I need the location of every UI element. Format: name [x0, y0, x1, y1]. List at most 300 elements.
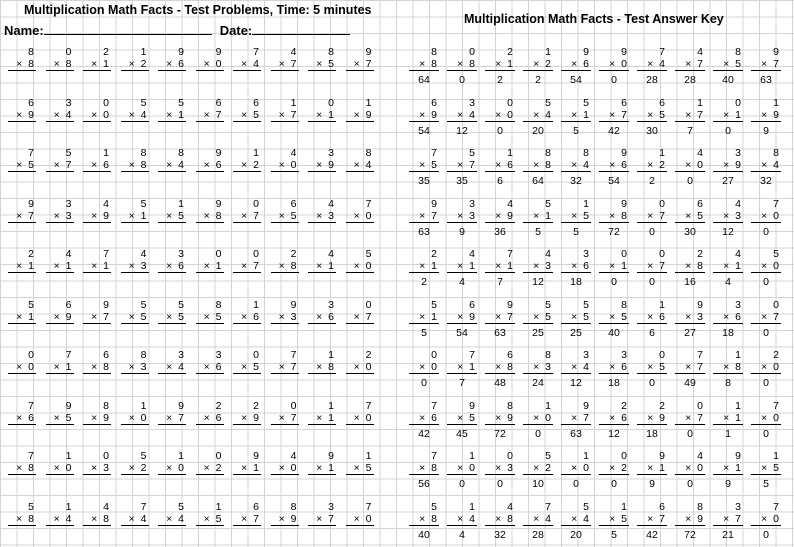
- multiplier-line: [675, 58, 705, 71]
- test-problem: [308, 450, 336, 475]
- multiplicand: 4: [735, 248, 741, 260]
- multiplier-line: [271, 159, 299, 172]
- multiplier: 6: [215, 159, 222, 171]
- multiplier-line: [713, 159, 743, 172]
- answer-key-problem: [637, 450, 667, 490]
- multiplier-line: [46, 311, 74, 324]
- multiplier: 0: [469, 462, 475, 474]
- multiplier-line: [158, 210, 186, 223]
- times-sign: ×: [723, 209, 733, 222]
- multiplier: 5: [659, 361, 665, 373]
- times-sign: ×: [203, 209, 213, 222]
- test-problem: [233, 349, 261, 374]
- multiplier-line: [675, 311, 705, 324]
- multiplier: 8: [28, 512, 34, 525]
- multiplier: 1: [140, 209, 147, 222]
- multiplier: 9: [253, 411, 259, 424]
- multiplicand: 1: [140, 46, 147, 58]
- multiplicand: 6: [65, 298, 72, 311]
- multiplicand: 1: [178, 197, 184, 210]
- test-problem: [46, 147, 74, 172]
- test-problem: [196, 299, 224, 324]
- multiplicand: 9: [178, 399, 184, 412]
- test-problem: [233, 450, 261, 475]
- multiplier-line: [83, 311, 111, 324]
- product-answer: 0: [687, 427, 693, 440]
- multiplier: 6: [431, 411, 437, 424]
- multiplier-line: [485, 58, 515, 71]
- times-sign: ×: [316, 260, 326, 272]
- answer-key-problem: [599, 198, 629, 238]
- product-answer: 4: [459, 276, 465, 288]
- answer-key-problem: [637, 349, 667, 389]
- multiplier: 3: [545, 260, 551, 272]
- multiplicand: 5: [140, 96, 147, 109]
- multiplier: 9: [469, 310, 475, 323]
- answer-key-problem: [675, 198, 705, 238]
- times-sign: ×: [685, 512, 695, 525]
- multiplicand: 9: [583, 399, 589, 412]
- multiplicand: 1: [253, 298, 259, 311]
- times-sign: ×: [16, 310, 26, 323]
- times-sign: ×: [91, 462, 101, 474]
- times-sign: ×: [533, 310, 543, 323]
- product-answer: 10: [532, 478, 544, 490]
- multiplier: 5: [140, 310, 147, 323]
- multiplier-line: [675, 513, 705, 526]
- times-sign: ×: [761, 462, 771, 474]
- product-answer: 7: [497, 276, 503, 288]
- multiplier: 6: [507, 159, 513, 171]
- multiplier: 8: [621, 209, 627, 222]
- multiplier: 7: [290, 361, 297, 373]
- multiplier: 7: [659, 209, 665, 222]
- answer-key-problem: [751, 46, 781, 86]
- answer-key-problem: [599, 299, 629, 339]
- times-sign: ×: [166, 58, 176, 70]
- multiplier-line: [599, 109, 629, 122]
- multiplier: 7: [178, 411, 184, 424]
- multiplier: 7: [469, 159, 475, 171]
- test-problem: [8, 450, 36, 475]
- times-sign: ×: [203, 462, 213, 474]
- multiplier: 5: [65, 411, 72, 424]
- multiplier-line: [8, 260, 36, 273]
- times-sign: ×: [16, 108, 26, 121]
- multiplicand: 0: [659, 248, 665, 260]
- times-sign: ×: [353, 411, 363, 424]
- multiplicand: 5: [469, 147, 475, 159]
- multiplier-line: [233, 58, 261, 71]
- multiplier: 1: [735, 462, 741, 474]
- product-answer: 5: [573, 124, 579, 137]
- times-sign: ×: [353, 108, 363, 121]
- times-sign: ×: [457, 108, 467, 121]
- test-problem: [46, 299, 74, 324]
- multiplicand: 0: [365, 298, 372, 311]
- multiplier: 5: [545, 310, 551, 323]
- multiplier-line: [637, 311, 667, 324]
- multiplicand: 7: [431, 147, 437, 159]
- answer-key-problem: [713, 46, 743, 86]
- answer-key-problem: [561, 299, 591, 339]
- multiplicand: 0: [659, 197, 665, 210]
- multiplicand: 1: [621, 500, 627, 513]
- multiplicand: 6: [253, 500, 259, 513]
- times-sign: ×: [278, 462, 288, 474]
- product-answer: 54: [418, 124, 430, 137]
- test-problem: [46, 501, 74, 526]
- product-answer: 0: [649, 276, 655, 288]
- multiplier-line: [447, 513, 477, 526]
- multiplier-line: [308, 462, 336, 475]
- multiplier: 4: [365, 159, 372, 171]
- times-sign: ×: [203, 108, 213, 121]
- multiplier: 5: [253, 361, 259, 373]
- multiplier-line: [561, 109, 591, 122]
- times-sign: ×: [278, 58, 288, 70]
- times-sign: ×: [609, 462, 619, 474]
- test-problem: [83, 46, 111, 71]
- multiplier-line: [523, 412, 553, 425]
- times-sign: ×: [16, 58, 26, 70]
- times-sign: ×: [685, 310, 695, 323]
- times-sign: ×: [457, 58, 467, 70]
- multiplicand: 7: [65, 349, 72, 361]
- times-sign: ×: [723, 310, 733, 323]
- times-sign: ×: [353, 209, 363, 222]
- multiplicand: 9: [621, 46, 627, 58]
- product-answer: 0: [611, 74, 617, 86]
- multiplicand: 3: [735, 500, 741, 513]
- multiplier-line: [196, 159, 224, 172]
- multiplier-line: [121, 513, 149, 526]
- times-sign: ×: [16, 411, 26, 424]
- times-sign: ×: [16, 159, 26, 171]
- test-problem: [46, 198, 74, 223]
- answer-key-problem: [675, 450, 705, 490]
- product-answer: 0: [687, 175, 693, 187]
- product-answer: 12: [532, 276, 544, 288]
- product-answer: 42: [646, 528, 658, 541]
- multiplicand: 2: [365, 349, 372, 361]
- multiplier-line: [196, 311, 224, 324]
- multiplier: 0: [773, 361, 779, 373]
- multiplier-line: [46, 210, 74, 223]
- multiplier-line: [46, 513, 74, 526]
- times-sign: ×: [53, 411, 63, 424]
- multiplier: 2: [140, 58, 147, 70]
- multiplicand: 2: [773, 349, 779, 361]
- answer-key-problem: [561, 248, 591, 288]
- times-sign: ×: [609, 159, 619, 171]
- multiplicand: 5: [140, 298, 147, 311]
- multiplier: 5: [583, 209, 589, 222]
- times-sign: ×: [419, 209, 429, 222]
- answer-key-problem: [637, 400, 667, 440]
- test-problem: [121, 299, 149, 324]
- multiplier-line: [233, 462, 261, 475]
- answer-key-problem: [599, 248, 629, 288]
- multiplicand: 8: [431, 46, 437, 58]
- times-sign: ×: [457, 411, 467, 424]
- multiplicand: 8: [178, 147, 184, 159]
- multiplier: 4: [773, 159, 779, 171]
- multiplicand: 1: [178, 450, 184, 462]
- answer-key-problem: [713, 248, 743, 288]
- multiplicand: 5: [365, 248, 372, 260]
- multiplier: 4: [545, 512, 551, 525]
- multiplicand: 7: [431, 450, 437, 462]
- product-answer: 48: [494, 377, 506, 389]
- times-sign: ×: [241, 209, 251, 222]
- answer-key-problem: [409, 501, 439, 541]
- times-sign: ×: [128, 108, 138, 121]
- answer-key-problem: [599, 450, 629, 490]
- multiplicand: 3: [735, 147, 741, 159]
- multiplicand: 8: [773, 147, 779, 159]
- answer-key-problem: [409, 97, 439, 137]
- test-problem: [121, 97, 149, 122]
- multiplier: 0: [773, 260, 779, 272]
- multiplier: 9: [659, 411, 665, 424]
- multiplier-line: [485, 462, 515, 475]
- multiplier: 8: [28, 58, 34, 70]
- answer-key-problem: [561, 97, 591, 137]
- multiplier: 8: [431, 462, 437, 474]
- multiplicand: 3: [328, 298, 334, 311]
- multiplier: 8: [290, 260, 297, 272]
- name-blank-line: [44, 22, 212, 35]
- multiplier-line: [308, 513, 336, 526]
- answer-key-title: Multiplication Math Facts - Test Answer Key: [464, 12, 724, 26]
- times-sign: ×: [495, 209, 505, 222]
- times-sign: ×: [571, 512, 581, 525]
- multiplicand: 9: [290, 298, 297, 311]
- product-answer: 0: [763, 377, 769, 389]
- times-sign: ×: [571, 462, 581, 474]
- multiplier-line: [447, 159, 477, 172]
- test-problem: [308, 248, 336, 273]
- answer-key-problem: [637, 501, 667, 541]
- multiplicand: 9: [103, 298, 109, 311]
- times-sign: ×: [278, 260, 288, 272]
- multiplier-line: [409, 513, 439, 526]
- test-problem: [271, 147, 299, 172]
- multiplicand: 4: [507, 500, 513, 513]
- answer-key-problem: [675, 349, 705, 389]
- answer-key-problem: [751, 97, 781, 137]
- multiplicand: 3: [735, 298, 741, 311]
- multiplicand: 7: [365, 399, 372, 412]
- times-sign: ×: [495, 361, 505, 373]
- multiplier-line: [447, 311, 477, 324]
- multiplier-line: [158, 412, 186, 425]
- times-sign: ×: [241, 310, 251, 323]
- times-sign: ×: [91, 260, 101, 272]
- multiplier: 6: [178, 260, 184, 272]
- times-sign: ×: [533, 462, 543, 474]
- multiplier: 4: [545, 108, 551, 121]
- multiplicand: 7: [773, 399, 779, 412]
- test-problem: [46, 248, 74, 273]
- product-answer: 0: [763, 326, 769, 339]
- multiplier: 7: [659, 512, 665, 525]
- multiplier: 0: [140, 411, 147, 424]
- test-problem: [308, 400, 336, 425]
- test-problem: [308, 46, 336, 71]
- times-sign: ×: [241, 411, 251, 424]
- multiplier: 9: [735, 159, 741, 171]
- multiplier: 8: [28, 462, 34, 474]
- answer-key-problem: [599, 501, 629, 541]
- times-sign: ×: [761, 108, 771, 121]
- multiplier-line: [271, 361, 299, 374]
- multiplier: 7: [773, 310, 779, 323]
- times-sign: ×: [533, 411, 543, 424]
- multiplier-line: [751, 159, 781, 172]
- multiplier: 1: [431, 260, 437, 272]
- multiplicand: 0: [507, 450, 513, 462]
- test-problem: [271, 501, 299, 526]
- multiplier-line: [233, 412, 261, 425]
- test-problem: [233, 97, 261, 122]
- test-problems-panel: [0, 0, 386, 547]
- product-answer: 4: [459, 528, 465, 541]
- multiplicand: 8: [215, 298, 222, 311]
- multiplier-line: [346, 260, 374, 273]
- test-problem: [271, 400, 299, 425]
- multiplier-line: [561, 513, 591, 526]
- times-sign: ×: [533, 159, 543, 171]
- answer-key-problem: [447, 299, 477, 339]
- multiplicand: 8: [140, 147, 147, 159]
- times-sign: ×: [533, 361, 543, 373]
- multiplier: 9: [365, 108, 372, 121]
- answer-key-problem: [523, 198, 553, 238]
- product-answer: 2: [421, 276, 427, 288]
- multiplicand: 1: [65, 450, 72, 462]
- times-sign: ×: [723, 58, 733, 70]
- times-sign: ×: [761, 411, 771, 424]
- test-problem: [158, 97, 186, 122]
- multiplier-line: [637, 159, 667, 172]
- times-sign: ×: [128, 209, 138, 222]
- multiplier-line: [233, 513, 261, 526]
- times-sign: ×: [761, 310, 771, 323]
- times-sign: ×: [16, 209, 26, 222]
- test-problem: [271, 198, 299, 223]
- multiplicand: 2: [697, 248, 703, 260]
- multiplier-line: [409, 361, 439, 374]
- product-answer: 0: [497, 478, 503, 490]
- multiplier-line: [561, 159, 591, 172]
- multiplier-line: [271, 109, 299, 122]
- times-sign: ×: [609, 361, 619, 373]
- multiplier-line: [346, 361, 374, 374]
- multiplicand: 0: [253, 197, 259, 210]
- times-sign: ×: [316, 159, 326, 171]
- multiplier: 7: [215, 108, 222, 121]
- multiplier: 9: [103, 411, 109, 424]
- multiplicand: 9: [178, 46, 184, 58]
- multiplier: 5: [365, 462, 372, 474]
- multiplicand: 1: [328, 349, 334, 361]
- times-sign: ×: [278, 512, 288, 525]
- product-answer: 63: [570, 427, 582, 440]
- multiplier: 0: [773, 512, 779, 525]
- multiplier: 1: [507, 58, 513, 70]
- multiplier: 7: [290, 411, 297, 424]
- product-answer: 27: [684, 326, 696, 339]
- multiplier: 9: [773, 108, 779, 121]
- multiplier: 7: [328, 512, 334, 525]
- multiplier-line: [599, 58, 629, 71]
- multiplier-line: [308, 159, 336, 172]
- multiplier: 8: [431, 512, 437, 525]
- multiplicand: 7: [697, 349, 703, 361]
- multiplier-line: [409, 260, 439, 273]
- multiplicand: 2: [28, 248, 34, 260]
- product-answer: 2: [497, 74, 503, 86]
- multiplier: 7: [253, 209, 259, 222]
- test-problem: [8, 147, 36, 172]
- multiplicand: 0: [328, 96, 334, 109]
- answer-key-problem: [523, 97, 553, 137]
- answer-key-problem: [713, 299, 743, 339]
- multiplier-line: [485, 412, 515, 425]
- times-sign: ×: [457, 361, 467, 373]
- times-sign: ×: [128, 260, 138, 272]
- multiplicand: 6: [469, 298, 475, 311]
- multiplier: 7: [697, 108, 703, 121]
- multiplicand: 4: [697, 450, 703, 462]
- multiplicand: 1: [583, 450, 589, 462]
- multiplier-line: [637, 210, 667, 223]
- multiplicand: 0: [103, 96, 109, 109]
- multiplicand: 0: [697, 399, 703, 412]
- product-answer: 28: [684, 74, 696, 86]
- multiplicand: 7: [103, 248, 109, 260]
- answer-key-problem: [485, 299, 515, 339]
- answer-key-problem: [523, 450, 553, 490]
- multiplicand: 1: [328, 399, 334, 412]
- multiplier: 4: [583, 159, 589, 171]
- multiplier-line: [599, 260, 629, 273]
- times-sign: ×: [203, 361, 213, 373]
- times-sign: ×: [353, 512, 363, 525]
- multiplicand: 0: [507, 96, 513, 109]
- test-problem: [46, 450, 74, 475]
- times-sign: ×: [685, 159, 695, 171]
- multiplier: 1: [103, 58, 109, 70]
- times-sign: ×: [53, 512, 63, 525]
- product-answer: 30: [684, 225, 696, 238]
- multiplicand: 3: [328, 500, 334, 513]
- times-sign: ×: [685, 108, 695, 121]
- multiplier: 7: [365, 310, 372, 323]
- multiplicand: 0: [253, 248, 259, 260]
- product-answer: 5: [535, 225, 541, 238]
- answer-key-problem: [751, 450, 781, 490]
- answer-key-problem: [599, 46, 629, 86]
- test-problem: [308, 349, 336, 374]
- multiplicand: 9: [253, 450, 259, 462]
- multiplier: 8: [328, 361, 334, 373]
- multiplier-line: [523, 210, 553, 223]
- answer-key-problem: [561, 46, 591, 86]
- multiplier: 5: [178, 310, 184, 323]
